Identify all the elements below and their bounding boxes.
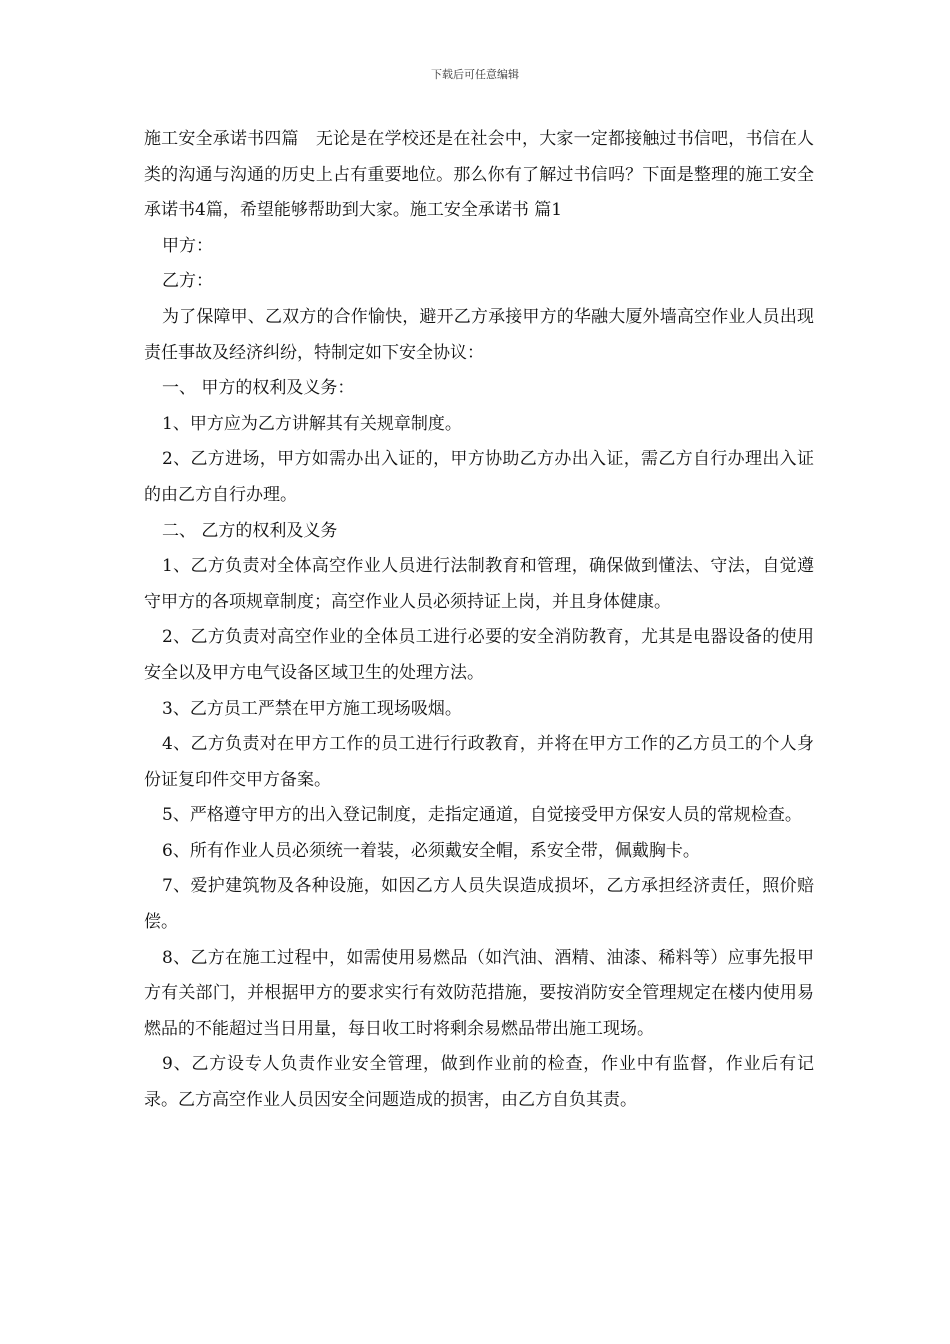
clause-a-1: 1、甲方应为乙方讲解其有关规章制度。 <box>162 413 462 434</box>
clause-b-9: 9、乙方设专人负责作业安全管理，做到作业前的检查，作业中有监督，作业后有记录。乙方高空作业人员因安全问题造成的损害，由乙方自负其责。 <box>144 1054 814 1111</box>
clause-b-8: 8、乙方在施工过程中，如需使用易燃品（如汽油、酒精、油漆、稀料等）应事先报甲方有关部门，并根据甲方的要求实行有效防范措施，要按消防安全管理规定在楼内使用易燃品的不能超过当日用量，每日收工时将剩余易燃品带出施工现场。 <box>144 947 814 1039</box>
clause-b-4: 4、乙方负责对在甲方工作的员工进行行政教育，并将在甲方工作的乙方员工的个人身份证复印件交甲方备案。 <box>144 734 814 790</box>
intro-paragraph: 施工安全承诺书四篇 无论是在学校还是在社会中，大家一定都接触过书信吧，书信在人类的沟通与沟通的历史上占有重要地位。那么你有了解过书信吗？下面是整理的施工安全承诺书4篇，希望能够帮助到大家。施工安全承诺书 篇1 <box>144 129 814 221</box>
party-b-label: 乙方： <box>162 271 213 292</box>
clause-b-5: 5、严格遵守甲方的出入登记制度，走指定通道，自觉接受甲方保安人员的常规检查。 <box>162 805 802 826</box>
party-a-label: 甲方： <box>162 235 213 256</box>
page-header-note: 下载后可任意编辑 <box>431 68 519 81</box>
clause-b-6: 6、所有作业人员必须统一着装，必须戴安全帽，系安全带，佩戴胸卡。 <box>162 840 700 861</box>
section-heading-party-a: 一、 甲方的权利及义务： <box>162 378 355 399</box>
clause-b-7: 7、爱护建筑物及各种设施，如因乙方人员失误造成损坏，乙方承担经济责任，照价赔偿。 <box>144 876 814 933</box>
purpose-paragraph: 为了保障甲、乙双方的合作愉快，避开乙方承接甲方的华融大厦外墙高空作业人员出现责任事故及经济纠纷，特制定如下安全协议： <box>144 306 814 363</box>
clause-a-2: 2、乙方进场，甲方如需办出入证的，甲方协助乙方办出入证，需乙方自行办理出入证的由乙方自行办理。 <box>144 449 814 505</box>
clause-b-1: 1、乙方负责对全体高空作业人员进行法制教育和管理，确保做到懂法、守法，自觉遵守甲方的各项规章制度；高空作业人员必须持证上岗，并且身体健康。 <box>144 556 814 612</box>
document-body <box>144 122 814 1119</box>
section-heading-party-b: 二、 乙方的权利及义务 <box>162 520 338 541</box>
clause-b-2: 2、乙方负责对高空作业的全体员工进行必要的安全消防教育，尤其是电器设备的使用安全以及甲方电气设备区域卫生的处理方法。 <box>144 627 814 683</box>
clause-b-3: 3、乙方员工严禁在甲方施工现场吸烟。 <box>162 698 462 719</box>
